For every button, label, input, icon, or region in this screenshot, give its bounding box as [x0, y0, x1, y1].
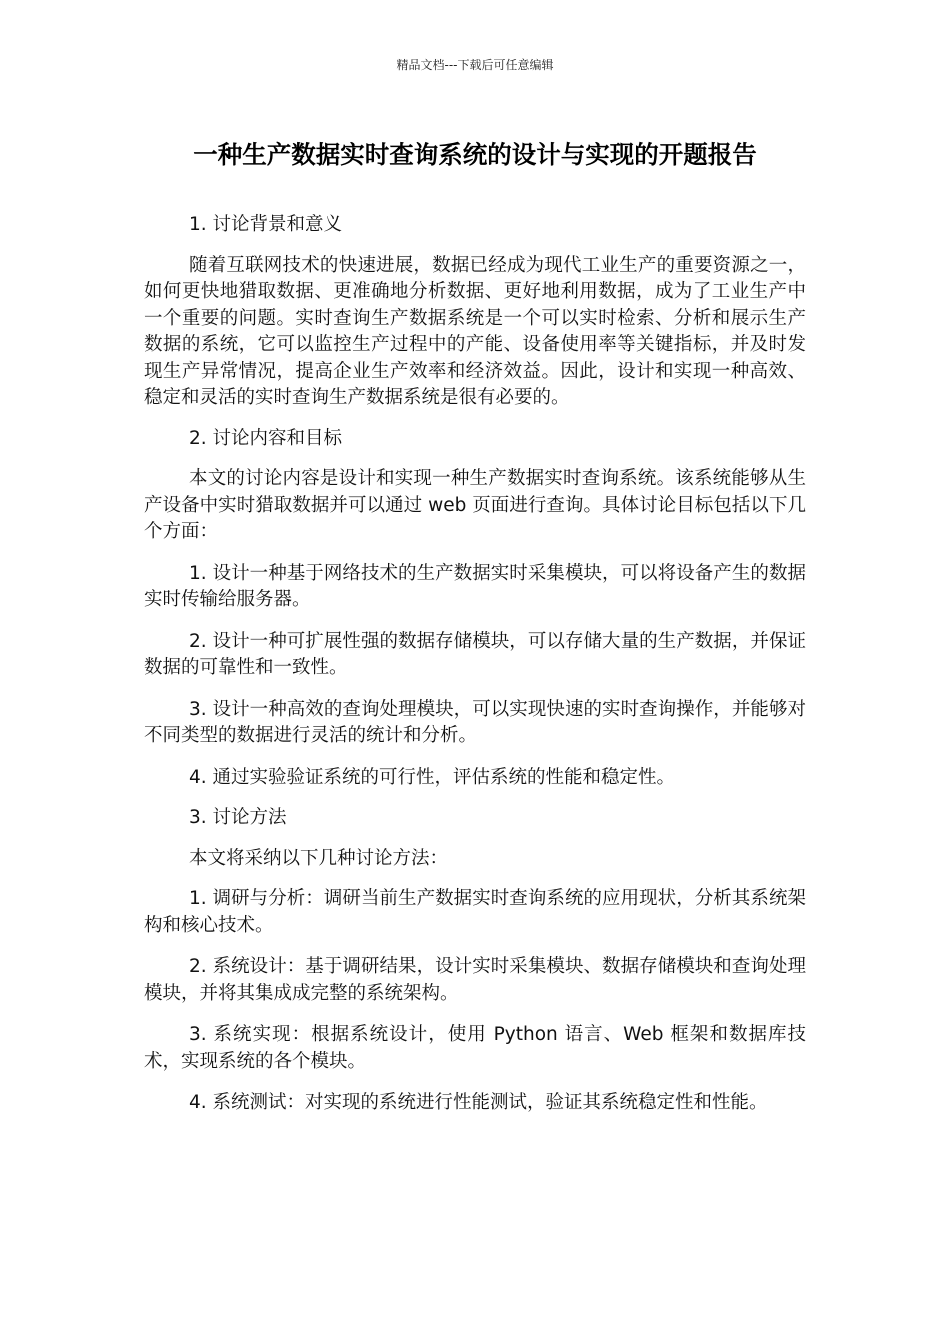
paragraph-methods-intro: 本文将采纳以下几种讨论方法： [189, 847, 449, 869]
method-item-2: 2. 系统设计：基于调研结果，设计实时采集模块、数据存储模块和查询处理模块，并将其集成成完整的系统架构。 [144, 956, 806, 1004]
goal-item-1: 1. 设计一种基于网络技术的生产数据实时采集模块，可以将设备产生的数据实时传输给服务器。 [144, 562, 806, 610]
section-heading-methods: 3. 讨论方法 [189, 807, 287, 828]
method-item-3: 3. 系统实现：根据系统设计，使用 Python 语言、Web 框架和数据库技术，实现系统的各个模块。 [144, 1024, 806, 1072]
document-title: 一种生产数据实时查询系统的设计与实现的开题报告 [193, 140, 757, 169]
goal-item-4: 4. 通过实验验证系统的可行性，评估系统的性能和稳定性。 [189, 766, 676, 788]
page-header-note: 精品文档---下载后可任意编辑 [396, 58, 554, 72]
section-heading-background: 1. 讨论背景和意义 [189, 214, 343, 235]
paragraph-background: 随着互联网技术的快速进展，数据已经成为现代工业生产的重要资源之一，如何更快地猎取数据、更准确地分析数据、更好地利用数据，成为了工业生产中一个重要的问题。实时查询生产数据系统是一个可以实时检索、分析和展示生产数据的系统，它可以监控生产过程中的产能、设备使用率等关键指标，并及时发现生产异常情况，提高企业生产效率和经济效益。因此，设计和实现一种高效、稳定和灵活的实时查询生产数据系统是很有必要的。 [144, 254, 806, 408]
method-item-4: 4. 系统测试：对实现的系统进行性能测试，验证其系统稳定性和性能。 [189, 1092, 768, 1113]
paragraph-content-goals: 本文的讨论内容是设计和实现一种生产数据实时查询系统。该系统能够从生产设备中实时猎取数据并可以通过 web 页面进行查询。具体讨论目标包括以下几个方面： [144, 468, 806, 542]
document-body [144, 212, 806, 1132]
method-item-1: 1. 调研与分析：调研当前生产数据实时查询系统的应用现状，分析其系统架构和核心技术。 [144, 888, 806, 936]
goal-item-2: 2. 设计一种可扩展性强的数据存储模块，可以存储大量的生产数据，并保证数据的可靠性和一致性。 [144, 630, 806, 678]
goal-item-3: 3. 设计一种高效的查询处理模块，可以实现快速的实时查询操作，并能够对不同类型的数据进行灵活的统计和分析。 [144, 698, 806, 746]
section-heading-content-goals: 2. 讨论内容和目标 [189, 427, 343, 449]
